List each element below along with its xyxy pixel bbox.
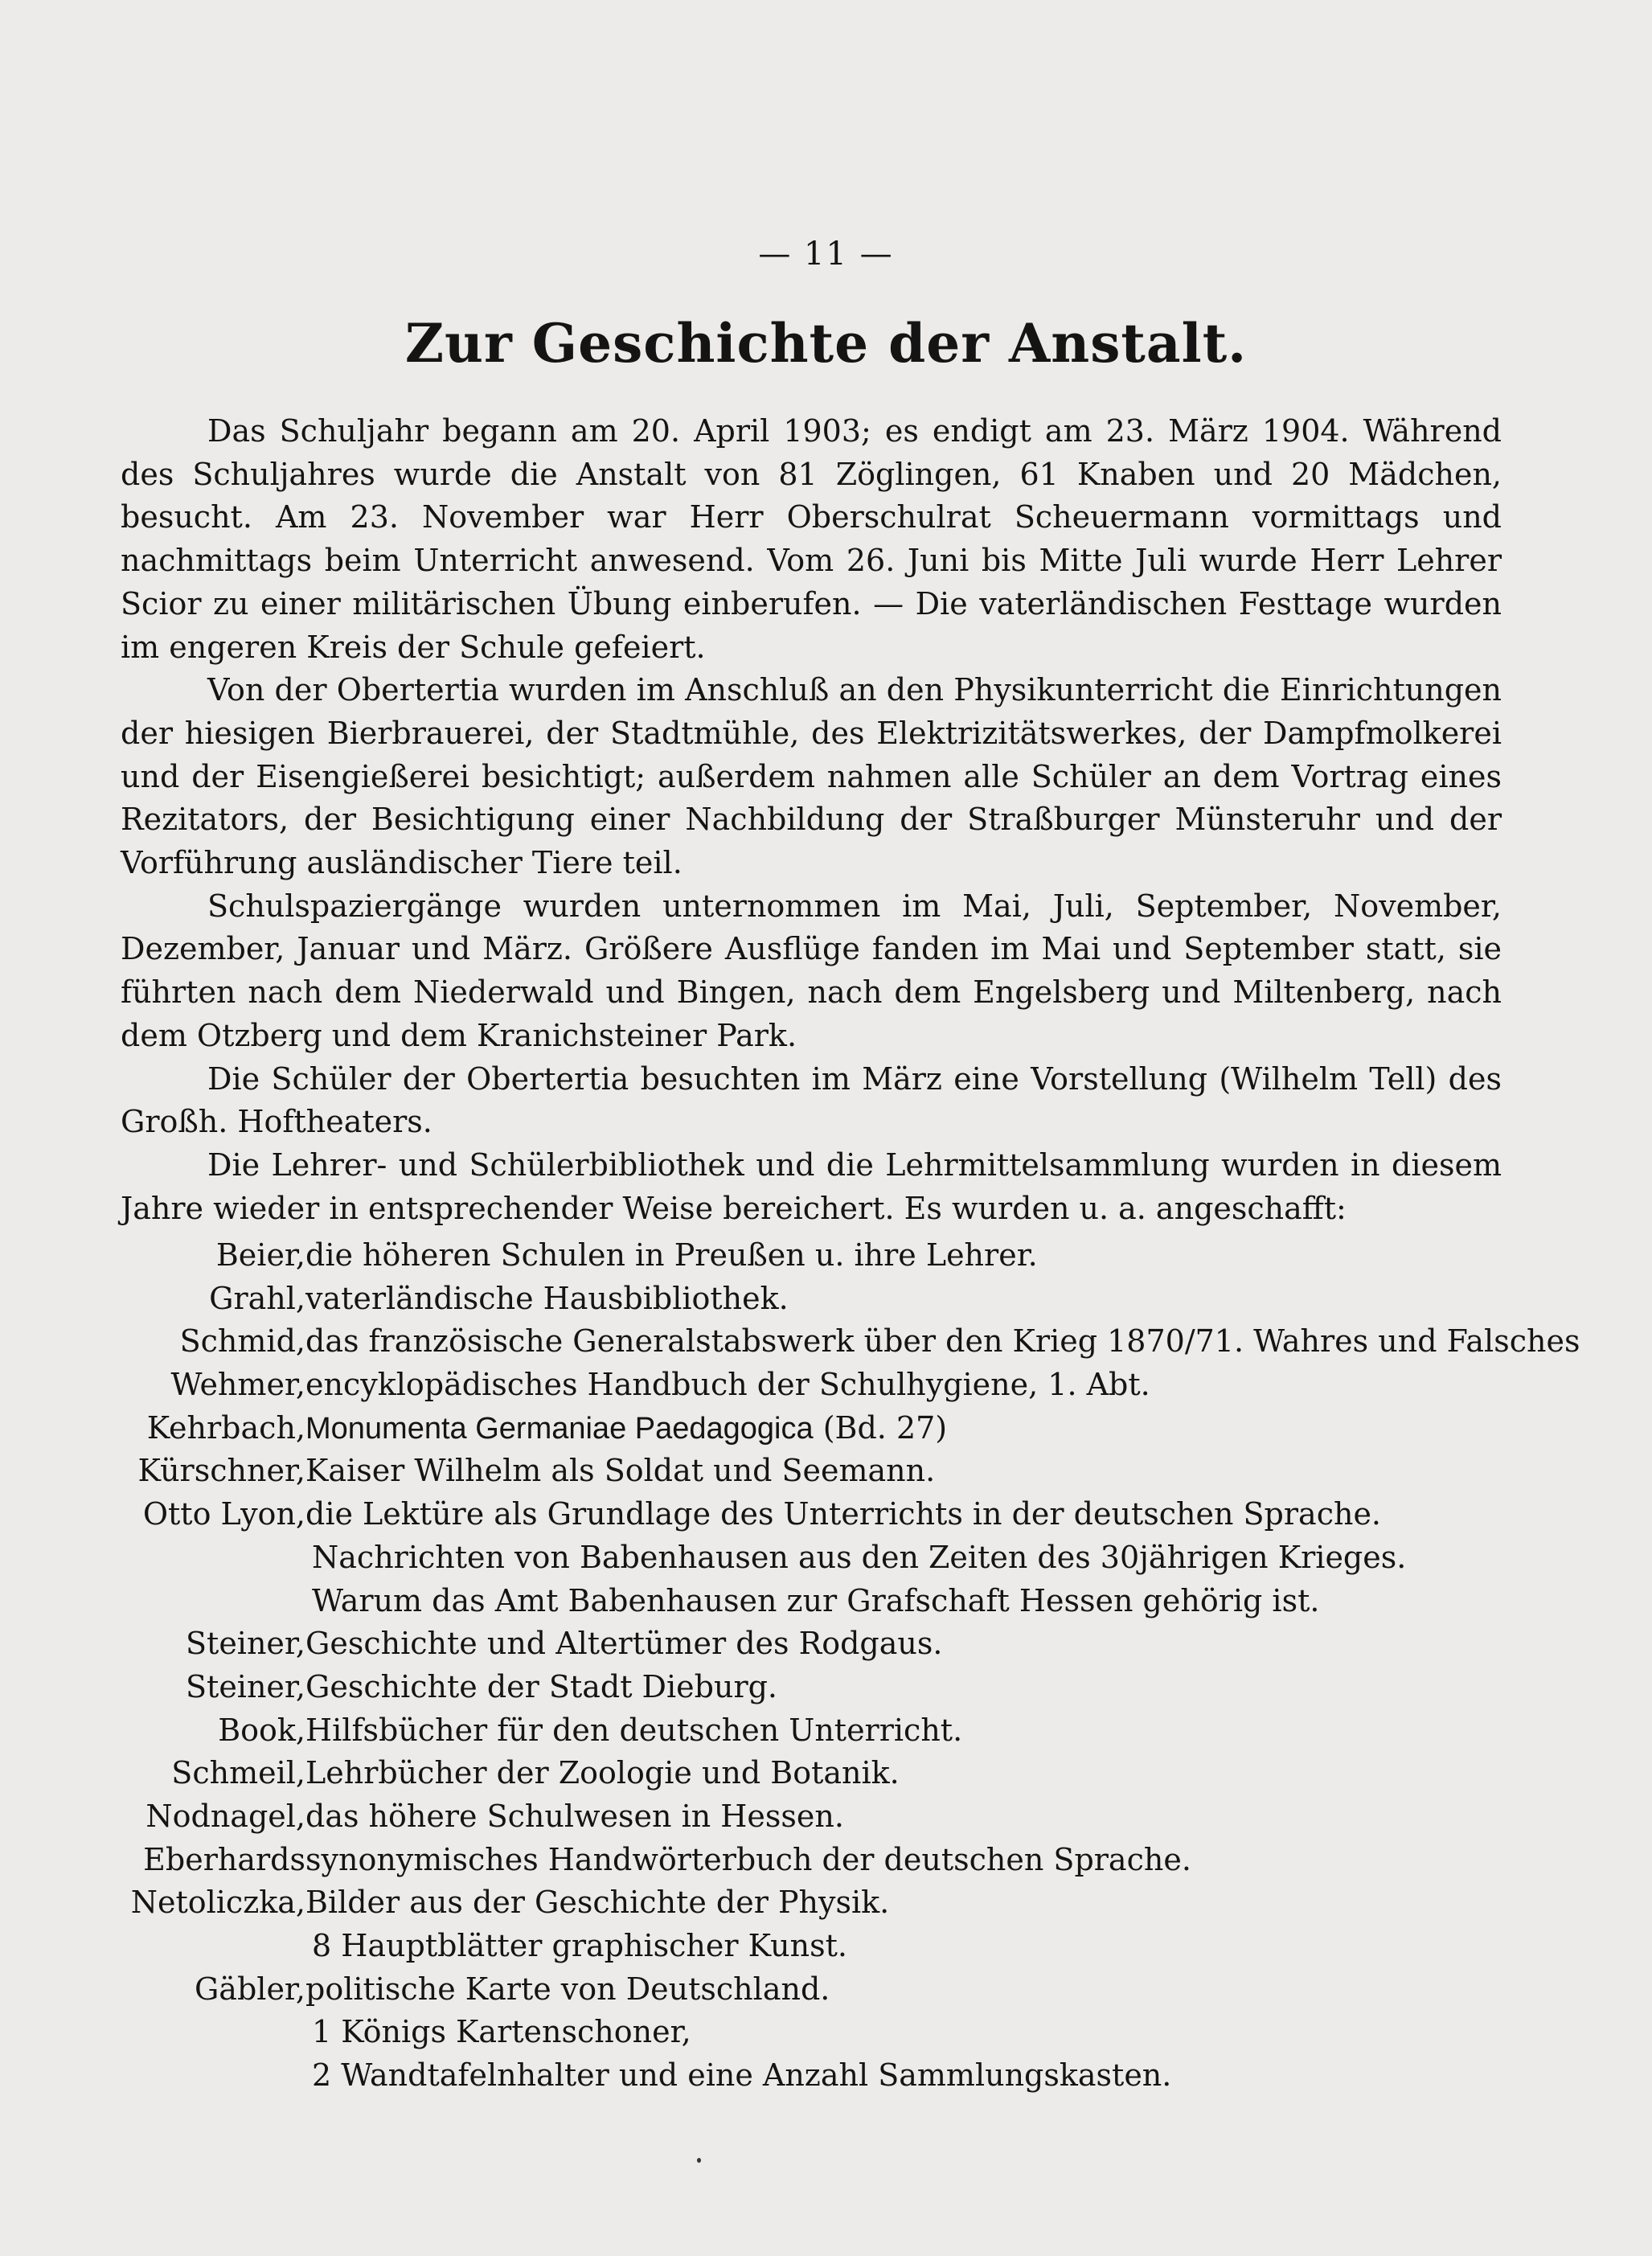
list-item-work: Kaiser Wilhelm als Soldat und Seemann. xyxy=(305,1453,936,1489)
list-item xyxy=(0,1666,1652,1709)
page-number: — 11 — xyxy=(758,236,894,273)
list-item-work: encyklopädisches Handbuch der Schulhygiene, 1. Abt. xyxy=(305,1367,1150,1403)
list-item xyxy=(0,1320,1652,1364)
list-item-work: 1 Königs Kartenschoner, xyxy=(312,2014,691,2050)
list-item-work-latin: Monumenta Germaniae Paedagogica xyxy=(305,1411,814,1446)
list-item xyxy=(0,1622,1652,1666)
list-item-author: Steiner, xyxy=(186,1626,305,1662)
list-item-author: Otto Lyon, xyxy=(142,1496,305,1532)
paragraph-excursions: Schulspaziergänge wurden unternommen im Mai, Juli, September, November, Dezember, Januar und März. Größere Ausflüge fanden im Mai und September statt, sie führten nach dem Niederwald und Bingen, nach dem Engelsberg und Miltenberg, nach dem Otzberg und dem Kranichsteiner Park. xyxy=(121,888,1502,1053)
list-item xyxy=(0,2011,1652,2054)
list-item-author: Kürschner, xyxy=(137,1453,305,1489)
list-item-work xyxy=(305,1407,947,1451)
list-item xyxy=(0,1839,1652,1882)
acquisitions-list xyxy=(0,1234,1652,2098)
list-item-work: Hilfsbücher für den deutschen Unterricht. xyxy=(305,1712,963,1748)
list-item xyxy=(0,1536,1652,1580)
list-item xyxy=(0,1493,1652,1536)
list-item-work: 2 Wandtafelnhalter und eine Anzahl Sammlungskasten. xyxy=(312,2057,1172,2094)
list-item-work: Warum das Amt Babenhausen zur Grafschaft Hessen gehörig ist. xyxy=(312,1582,1320,1618)
list-item-author: Gäbler, xyxy=(194,1971,305,2007)
list-item-author: Book, xyxy=(218,1712,305,1748)
print-speck xyxy=(697,2158,701,2163)
list-item-author: Schmid, xyxy=(179,1323,305,1360)
list-item xyxy=(0,1881,1652,1925)
list-item-work: vaterländische Hausbibliothek. xyxy=(305,1280,789,1316)
list-item xyxy=(0,1364,1652,1407)
list-item-author: Beier, xyxy=(215,1237,305,1273)
list-item xyxy=(0,1925,1652,1968)
body-text xyxy=(121,410,1502,1230)
list-item-work: Geschichte der Stadt Dieburg. xyxy=(305,1668,778,1704)
list-item xyxy=(0,1709,1652,1753)
list-item xyxy=(0,1795,1652,1839)
list-item xyxy=(0,2054,1652,2098)
list-item-work-volume: (Bd. 27) xyxy=(822,1409,948,1446)
paragraph-visits: Von der Obertertia wurden im Anschluß an den Physikunterricht die Einrichtungen der hiesigen Bierbrauerei, der Stadtmühle, des Elektrizitätswerkes, der Dampfmolkerei und der Eisengießerei besichtigt; außerdem nahmen alle Schüler an dem Vortrag eines Rezitators, der Besichtigung einer Nachbildung der Straßburger Münsteruhr und der Vorführung ausländischer Tiere teil. xyxy=(121,672,1502,881)
paragraph-theater: Die Schüler der Obertertia besuchten im März eine Vorstellung (Wilhelm Tell) des Großh. Hoftheaters. xyxy=(121,1060,1502,1140)
list-item-author: Grahl, xyxy=(209,1280,305,1316)
list-item-work: Lehrbücher der Zoologie und Botanik. xyxy=(305,1755,900,1791)
list-item xyxy=(0,1450,1652,1493)
list-item-author: Nodnagel, xyxy=(146,1798,305,1834)
list-item-work: Bilder aus der Geschichte der Physik. xyxy=(305,1885,890,1921)
list-item-work: das höhere Schulwesen in Hessen. xyxy=(305,1798,844,1834)
paragraph-school-year: Das Schuljahr begann am 20. April 1903; es endigt am 23. März 1904. Während des Schuljahres wurde die Anstalt von 81 Zöglingen, 61 Knaben und 20 Mädchen, besucht. Am 23. November war Herr Oberschulrat Scheuermann vormittags und nachmittags beim Unterricht anwesend. Vom 26. Juni bis Mitte Juli wurde Herr Lehrer Scior zu einer militärischen Übung einberufen. — Die vaterländischen Festtage wurden im engeren Kreis der Schule gefeiert. xyxy=(121,413,1502,665)
list-item xyxy=(0,1580,1652,1623)
list-item xyxy=(0,1968,1652,2012)
list-item-author: Kehrbach, xyxy=(146,1409,305,1446)
list-item-author: Netoliczka, xyxy=(130,1885,305,1921)
list-item-author: Steiner, xyxy=(186,1668,305,1704)
list-item-author: Schmeil, xyxy=(171,1755,305,1791)
list-item xyxy=(0,1407,1652,1450)
list-item-work: die Lektüre als Grundlage des Unterrichts in der deutschen Sprache. xyxy=(305,1496,1382,1532)
list-item-work: Geschichte und Altertümer des Rodgaus. xyxy=(305,1626,943,1662)
list-item-work: synonymisches Handwörterbuch der deutschen Sprache. xyxy=(305,1841,1191,1877)
section-title: Zur Geschichte der Anstalt. xyxy=(404,312,1248,375)
list-item xyxy=(0,1752,1652,1795)
list-item-author: Wehmer, xyxy=(170,1367,305,1403)
list-item-work: politische Karte von Deutschland. xyxy=(305,1971,830,2007)
list-item-author: Eberhards xyxy=(143,1841,305,1877)
list-item-work: das französische Generalstabswerk über den Krieg 1870/71. Wahres und Falsches xyxy=(305,1323,1580,1360)
list-item-work: Nachrichten von Babenhausen aus den Zeiten des 30jährigen Krieges. xyxy=(312,1539,1407,1575)
list-item xyxy=(0,1234,1652,1278)
list-item-work: 8 Hauptblätter graphischer Kunst. xyxy=(312,1928,847,1963)
list-item xyxy=(0,1278,1652,1321)
paragraph-library: Die Lehrer- und Schülerbibliothek und die Lehrmittelsammlung wurden in diesem Jahre wieder in entsprechender Weise bereichert. Es wurden u. a. angeschafft: xyxy=(121,1146,1502,1226)
list-item-work: die höheren Schulen in Preußen u. ihre Lehrer. xyxy=(305,1237,1038,1273)
